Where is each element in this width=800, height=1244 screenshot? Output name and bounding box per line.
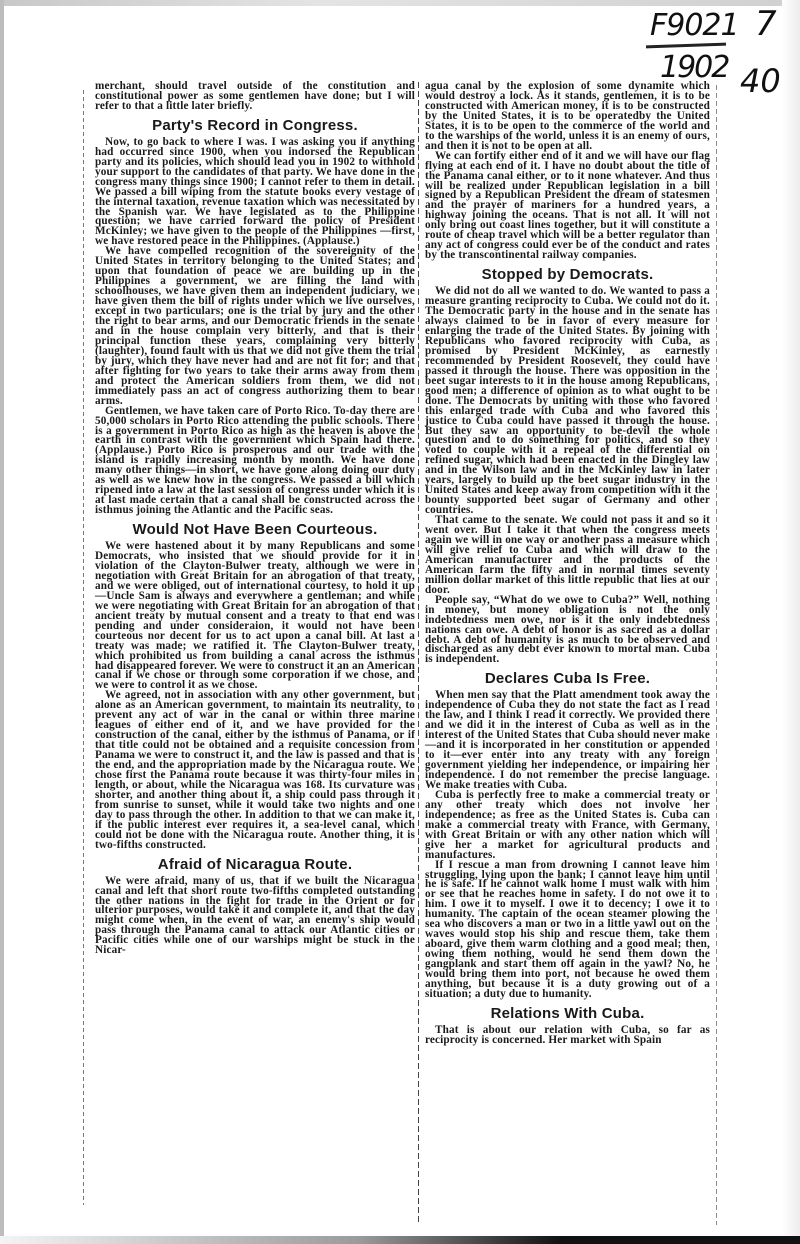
article-paragraph: We can fortify either end of it and we will have our flag flying at each end of it. I have no doubt about the title of the Panama canal either, or to it none whatever. And thus will be realized under Republican legislation in a bill signed by a Republican President the dream of statesmen and the prayer of mariners for a hundred years, a highway joining the oceans. That is not all. It will not only bring out coast lines together, but it will constitute a route of cheap travel which will be a better regulator than any act of congress could ever be of the conduct and rates by the transcontinental railway companies.	[425, 149, 710, 262]
section-heading: Stopped by Democrats.	[481, 266, 654, 284]
left-article-column	[95, 82, 415, 956]
scan-left-edge	[0, 0, 4, 1244]
article-paragraph: merchant, should travel outside of the constitution and constitutional power as some gentlemen have done; but I will refer to that a little later briefly.	[95, 80, 415, 112]
left-column-rule	[83, 90, 84, 1205]
article-paragraph: We have compelled recognition of the sovereignity of the United States in territory belonging to the United States; and upon that foundation of peace we are building up in the Philippines a government, we are filling the land with schoolhouses, we have given them an independent judiciary, we have given them the bill of rights under which we live ourselves, except in two particulars; one is the trial by jury and the other the right to bear arms, and our Democratic friends in the senate and in the house complain very bitterly, and that is their principal function these years, complaining very bitterly (laughter), found fault with us that we did not give them the trial by jury, which they have never had and are not fit for; and that after fighting for two years to take their arms away from them and protect the American soldiers from them, we did not immediately pass an act of congress authorizing them to bear arms.	[95, 245, 415, 407]
handwritten-item-number: 40	[740, 62, 781, 100]
handwritten-catalog-id: F9021	[650, 8, 739, 43]
article-paragraph: People say, “What do we owe to Cuba?” Well, nothing in money, but money obligation is not the only indebtedness men owe, nor is it the only indebtedness nations can owe. A debt of honor is as sacred as a dollar debt. A debt of humanity is as much to be observed and discharged as any debt ever known to mortal man. Cuba is independent.	[425, 593, 710, 666]
scan-bottom-edge	[0, 1236, 800, 1244]
article-paragraph: We were hastened about it by many Republicans and some Democrats, who insisted that we should provide for it in violation of the Clayton-Bulwer treaty, although we were in negotiation with Great Britain for an abrogation of that treaty, and we were obliged, out of international courtesy, to hold it up—Uncle Sam is always and everywhere a gentleman; and while we were negotiating with Great Britain for an abrogation of that ancient treaty by mutual consent and a treaty to that end was pending and under consideraion, it would not have been courteous nor decent for us to act upon a canal bill. At last a treaty was made; we ratified it. The Clayton-Bulwer treaty, which prohibited us from building a canal across the isthmus had disappeared forever. We were to construct it an an American canal if we chose or through some corporation if we chose, and we were to control it as we chose.	[95, 540, 415, 692]
article-paragraph: Cuba is perfectly free to make a commercial treaty or any other treaty which does not involve her independence; as free as the United States is. Cuba can make a commercial treaty with France, with Germany, with Great Britain or with any other nation which will give her a market for agricultural products and manufactures.	[425, 788, 710, 861]
section-heading: Afraid of Nicaragua Route.	[157, 855, 353, 873]
right-article-column	[425, 82, 710, 1046]
scan-top-edge	[0, 0, 800, 6]
section-heading: Party's Record in Congress.	[152, 116, 358, 134]
handwritten-year: 1902	[660, 50, 729, 85]
scan-right-edge	[782, 0, 800, 1244]
column-divider-rule	[418, 82, 419, 1222]
article-paragraph: That came to the senate. We could not pass it and so it went over. But I take it that when the congress meets again we will in one way or another pass a measure which will give relief to Cuba and which will draw to the American manufacturer and the products of the American farm the fifty and in normal times seventy million dollar market of this little republic that lies at our door.	[425, 514, 710, 596]
article-paragraph: We agreed, not in association with any other government, but alone as an American government, to maintain its neutrality, to prevent any act of war in the canal or within three marine leagues of either end of it, and we have provided for the construction of the canal, either by the isthmus of Panama, or if that title could not be obtained and a requisite concession from Panama we were to construct it, and the law is passed and that is the end, and the appropriation made by the Nicaragua route. We chose first the Panama route because it was thirty-four miles in length, or about, while the Nicaragua was 168. Its curvature was shorter, and another thing about it, a ship could pass through it from sunrise to sunset, while it would take two nights and one day to pass through the other. In addition to that we can make it, if the public interest ever requires it, a sea-level canal, which could not be done with the Nicaragua route. Another thing, it is two-fifths constructed.	[95, 689, 415, 851]
handwritten-page-number: 7	[755, 4, 777, 44]
article-paragraph: That is about our relation with Cuba, so far as reciprocity is concerned. Her market with Spain	[425, 1023, 710, 1046]
article-paragraph: agua canal by the explosion of some dynamite which would destroy a lock. As it stands, gentlemen, it is to be constructed with American money, it is to be constructed by the United States, it is to be operatedby the United States, it is to be open to the commerce of the world and to the warships of the world, unless it is an enemy of ours, and then it is not to be open at all.	[425, 80, 710, 152]
article-paragraph: We were afraid, many of us, that if we built the Nicaragua canal and left that short route two-fifths completed outstanding the other nations in the fight for trade in the Orient or for ulterior purposes, would take it and complete it, and that the day might come when, in the event of war, an enemy's ship would pass through the Panama canal to attack our Atlantic cities or Pacific cities while one of our warships might be stuck in the Nicar-	[95, 874, 415, 957]
section-heading: Would Not Have Been Courteous.	[132, 521, 378, 539]
article-paragraph: Now, to go back to where I was. I was asking you if anything had occurred since 1900, when you indorsed the Republican party and its policies, which should lead you in 1902 to withhold your support to the candidates of that party. We have done in the congress many things since 1900; I cannot refer to them in detail. We passed a bill wiping from the statute books every vestage of the internal taxation, revenue taxation which was necessitated by the Spanish war. We have legislated as to the Philippine question; we have carried forward the policy of President McKinley; we have given to the people of the Philippines —first, we have restored peace in the Philippines. (Applause.)	[95, 135, 415, 248]
article-paragraph: When men say that the Platt amendment took away the independence of Cuba they do not state the fact as I read the law, and I think I read it correctly. We provided there and we did it in the interest of Cuba as well as in the interest of the United States that Cuba should never make—and it is incorporated in her constitution or appended to it—ever enter into any treaty with any foreign government yielding her independence, or impairing her independence. I do not remember the precise language. We make treaties with Cuba.	[425, 689, 710, 791]
article-paragraph: We did not do all we wanted to do. We wanted to pass a measure granting reciprocity to Cuba. We could not do it. The Democratic party in the house and in the senate has always claimed to be in favor of every measure for enlarging the trade of the United States. By joining with Republicans who favored reciprocity with Cuba, as promised by President McKinley, as earnestly recommended by President Roosevelt, they could have passed it through the house. There was opposition in the beet sugar interests to it in the house among Republicans, good men; a difference of opinion as to what ought to be done. The Democrats by uniting with those who favored this enlarged trade with Cuba and who favored this justice to Cuba could have passed it through the house. But they saw an opportunity to be-devil the whole question and to do something for politics, and so they voted to couple with it a repeal of the differential on refined sugar, which had been enacted in the Dingley law and in the Wilson law and in the McKinley law in later years, largely to build up the beet sugar industry in the United States and keep away from competition with it the bounty supported beet sugar of Germany and other countries.	[425, 285, 710, 517]
article-paragraph: Gentlemen, we have taken care of Porto Rico. To-day there are 50,000 scholars in Porto Rico attending the public schools. There is a government in Porto Rico as high as the heaven is above the earth in contrast with the government which Spain had there. (Applause.) Porto Rico is prosperous and our trade with the island is rapidly increasing month by month. We have done many other things—in short, we have gone along doing our duty as well as we knew how in the congress. We passed a bill which ripened into a law at the last session of congress under which it is at last made certain that a canal shall be constructed across the isthmus joining the Atlantic and the Pacific seas.	[95, 404, 415, 517]
section-heading: Declares Cuba Is Free.	[484, 670, 651, 688]
handwritten-underline	[646, 43, 726, 49]
right-column-rule	[716, 85, 717, 1225]
section-heading: Relations With Cuba.	[490, 1004, 645, 1022]
article-paragraph: If I rescue a man from drowning I cannot leave him struggling, lying upon the bank; I cannot leave him until he is safe. If he cannot walk home I must walk with him or see that he reaches home in safety. I do not owe it to him. I owe it to myself. I owe it to decency; I owe it to humanity. The captain of the ocean steamer plowing the sea who discovers a man or two in a little yawl out on the waves would stop his ship and rescue them, take them aboard, give them warm clothing and a good meal; then, owing them nothing, would he send them down the gangplank and start them off again in the yawl? No, he would bring them into port, not because he owed them anything, but because it is a duty growing out of a situation; a duty due to humanity.	[425, 858, 710, 1000]
